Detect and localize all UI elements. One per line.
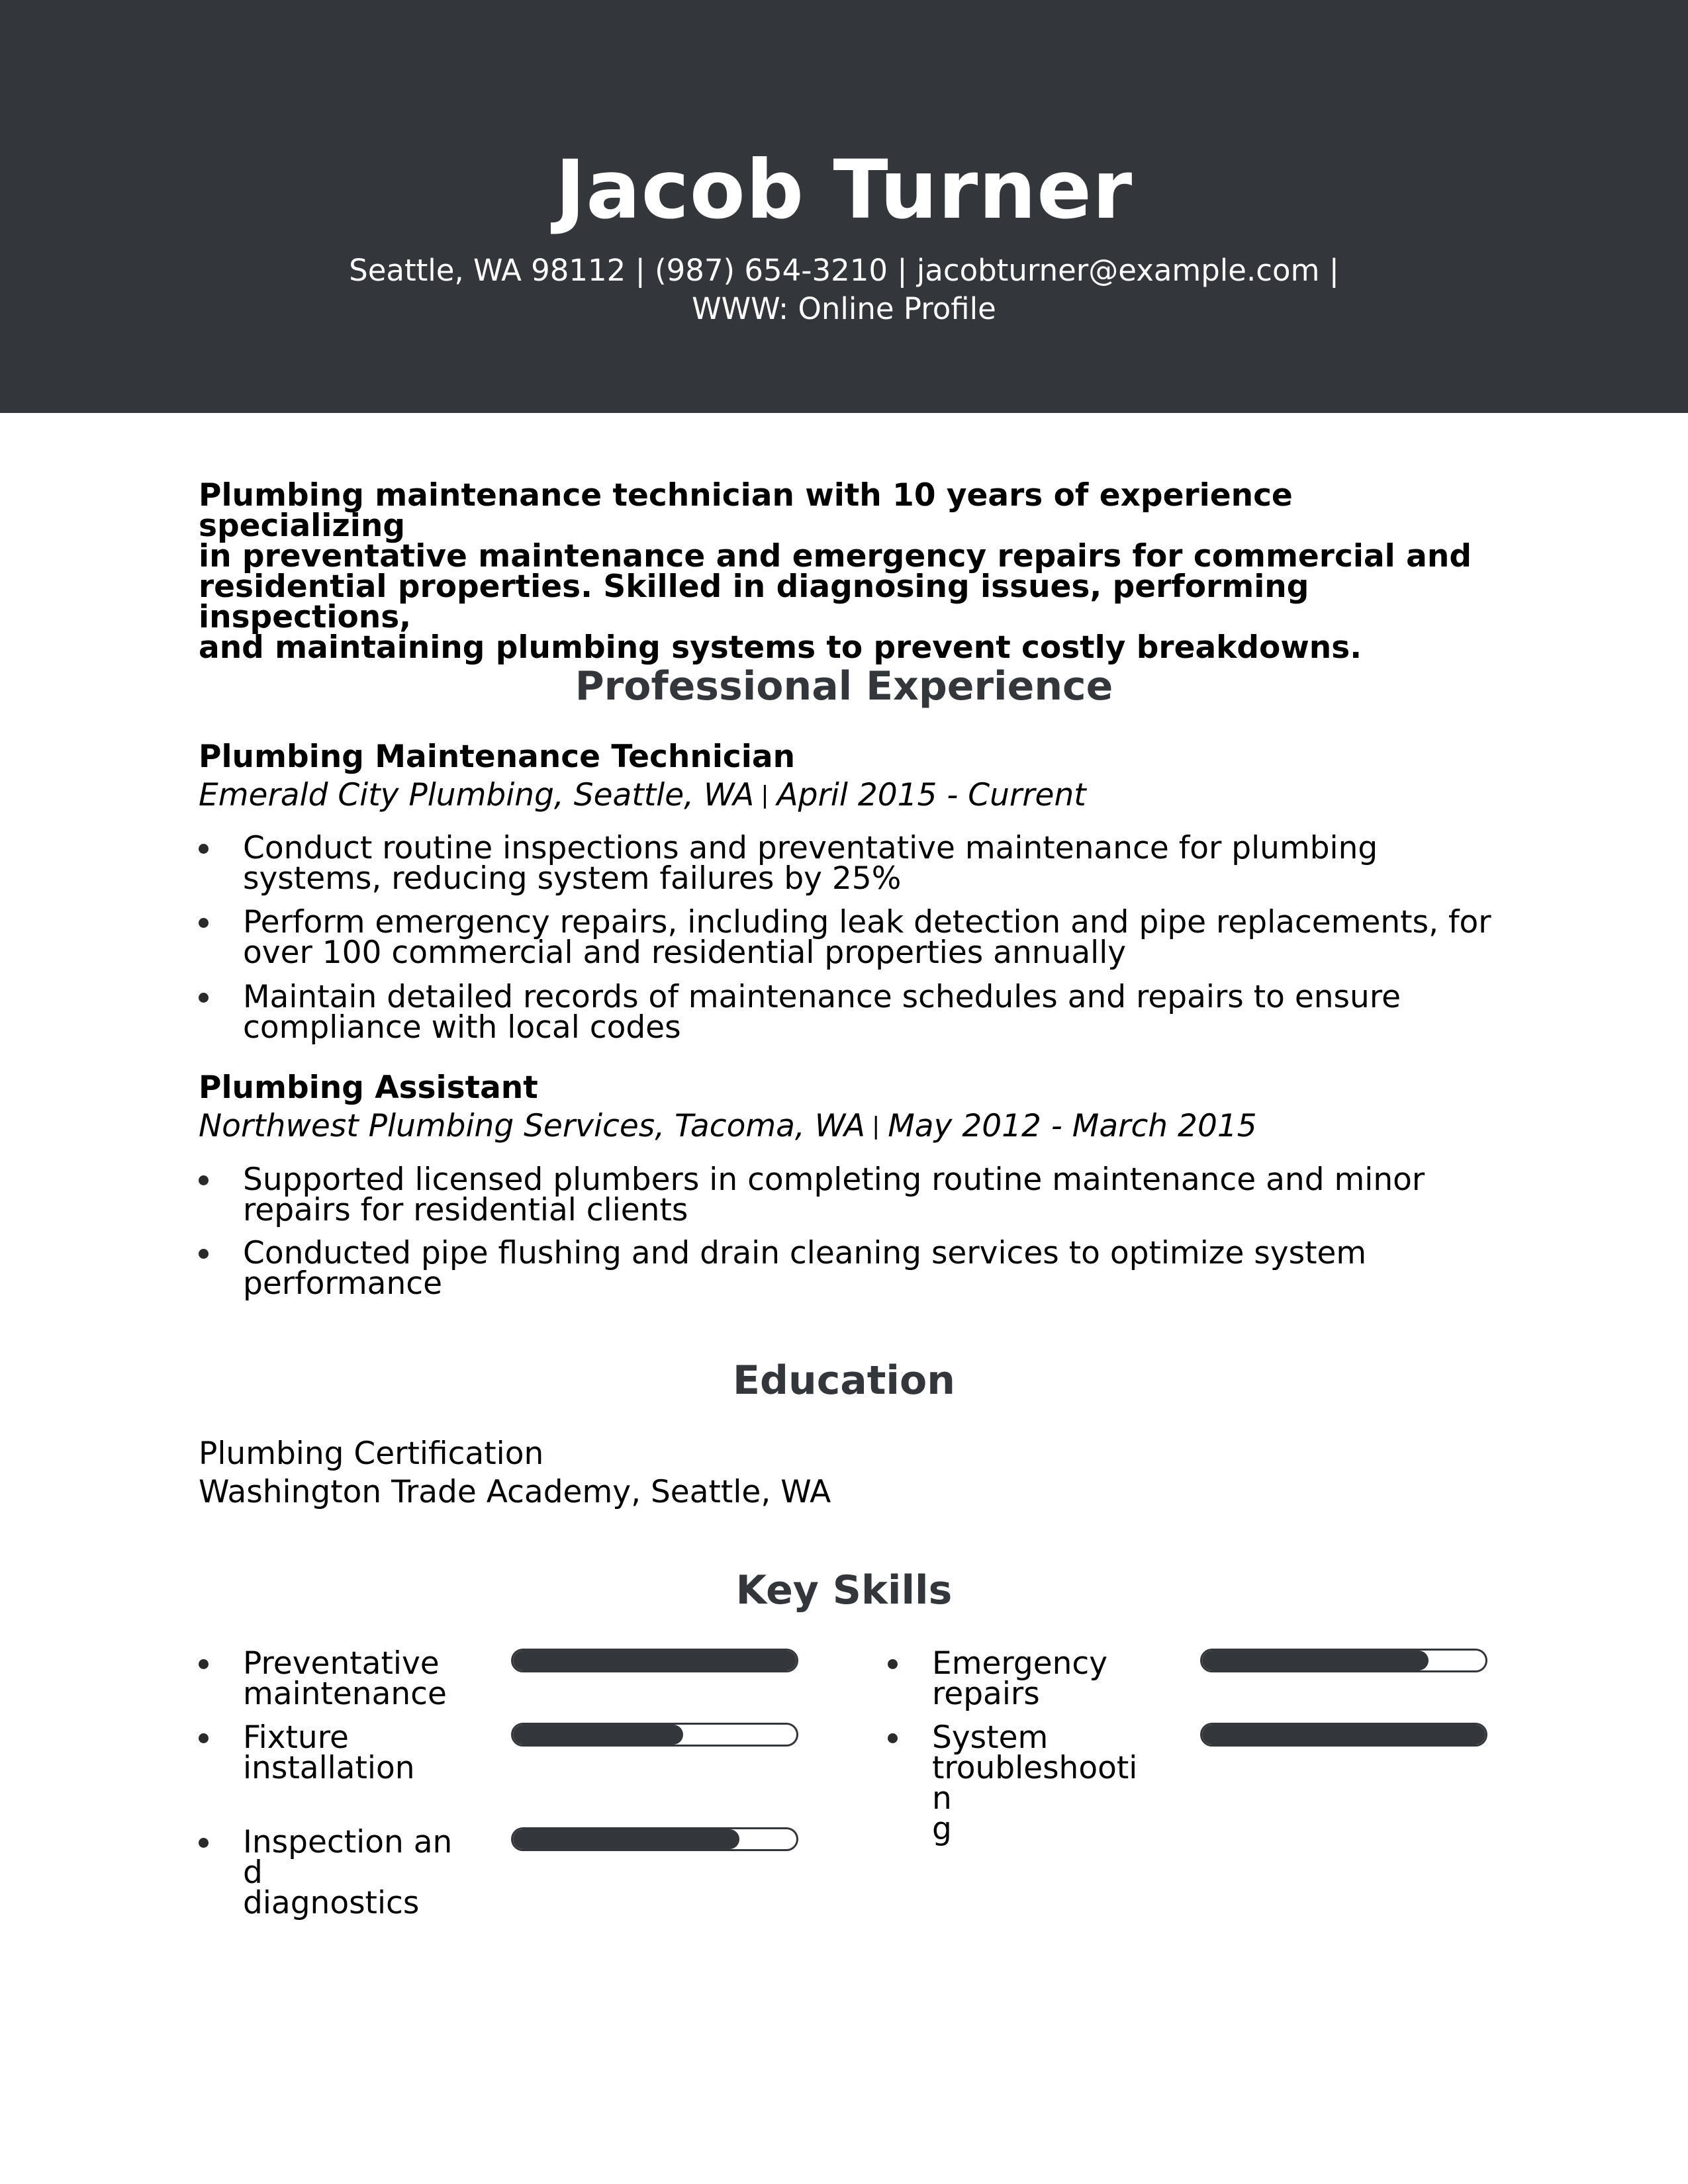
- job-title: Plumbing Maintenance Technician: [199, 739, 796, 775]
- candidate-name: Jacob Turner: [555, 143, 1133, 237]
- job-separator: |: [761, 782, 769, 809]
- summary-line: in preventative maintenance and emergency repairs for commercial and: [199, 538, 1472, 574]
- education-degree: Plumbing Certification: [199, 1435, 544, 1472]
- skill-level-bar: [511, 1649, 798, 1672]
- skills-heading: Key Skills: [735, 1567, 953, 1614]
- summary-line: residential properties. Skilled in diagnosing issues, performing inspections,: [199, 569, 1309, 635]
- skill-level-fill: [513, 1829, 739, 1849]
- bullet-icon: [888, 1733, 898, 1743]
- skill-label: Inspection and: [243, 1824, 453, 1891]
- bullet-icon: [199, 844, 209, 854]
- bullet-icon: [199, 1733, 209, 1743]
- bullet-icon: [199, 1175, 209, 1185]
- bullet-line: performance: [243, 1265, 443, 1302]
- skill-level-fill: [1202, 1725, 1485, 1745]
- bullet-line: Supported licensed plumbers in completing routine maintenance and minor: [243, 1161, 1425, 1198]
- skill-label: diagnostics: [243, 1885, 420, 1921]
- bullet-icon: [199, 918, 209, 928]
- skill-level-bar: [1200, 1723, 1487, 1747]
- online-profile-link[interactable]: WWW: Online Profile: [692, 291, 996, 326]
- skill-level-fill: [513, 1725, 683, 1745]
- bullet-line: systems, reducing system failures by 25%: [243, 860, 902, 897]
- bullet-line: repairs for residential clients: [243, 1192, 688, 1228]
- skill-label: System: [932, 1719, 1049, 1756]
- bullet-line: Perform emergency repairs, including leak detection and pipe replacements, for: [243, 904, 1491, 940]
- bullet-icon: [199, 1659, 209, 1669]
- experience-heading: Professional Experience: [575, 663, 1113, 709]
- professional-summary: [199, 477, 1496, 666]
- skill-label: repairs: [932, 1676, 1040, 1712]
- bullet-icon: [199, 1249, 209, 1259]
- skill-label: Preventative: [243, 1645, 440, 1682]
- skill-label: installation: [243, 1750, 415, 1786]
- job-dates: April 2015 - Current: [776, 777, 1086, 813]
- bullet-line: compliance with local codes: [243, 1009, 681, 1046]
- skill-label: Fixture: [243, 1719, 349, 1756]
- skill-level-bar: [511, 1723, 798, 1747]
- resume-header: [0, 0, 1688, 413]
- skill-label: g: [932, 1811, 952, 1847]
- skill-level-fill: [1202, 1651, 1429, 1670]
- skill-level-fill: [513, 1651, 796, 1670]
- job-company: Emerald City Plumbing, Seattle, WA: [199, 777, 755, 813]
- job-meta: [199, 1108, 1257, 1145]
- skill-label: maintenance: [243, 1676, 447, 1712]
- bullet-line: over 100 commercial and residential properties annually: [243, 934, 1127, 971]
- bullet-icon: [888, 1659, 898, 1669]
- skill-level-bar: [511, 1827, 798, 1851]
- job-company: Northwest Plumbing Services, Tacoma, WA: [199, 1108, 866, 1144]
- bullet-line: Conduct routine inspections and preventative maintenance for plumbing: [243, 830, 1378, 866]
- job-separator: |: [872, 1113, 880, 1140]
- contact-info: Seattle, WA 98112 | (987) 654-3210 | jacobturner@example.com |: [349, 253, 1339, 288]
- bullet-line: Maintain detailed records of maintenance schedules and repairs to ensure: [243, 979, 1401, 1015]
- summary-line: and maintaining plumbing systems to prevent costly breakdowns.: [199, 629, 1362, 666]
- skill-label: troubleshootin: [932, 1750, 1138, 1817]
- bullet-line: Conducted pipe flushing and drain cleaning services to optimize system: [243, 1235, 1367, 1271]
- education-heading: Education: [733, 1357, 955, 1404]
- bullet-icon: [199, 993, 209, 1003]
- skill-label: Emergency: [932, 1645, 1108, 1682]
- job-meta: [199, 777, 1086, 814]
- skill-level-bar: [1200, 1649, 1487, 1672]
- job-dates: May 2012 - March 2015: [888, 1108, 1257, 1144]
- education-school: Washington Trade Academy, Seattle, WA: [199, 1474, 831, 1510]
- summary-line: Plumbing maintenance technician with 10 years of experience specializing: [199, 477, 1293, 544]
- bullet-icon: [199, 1838, 209, 1848]
- job-title: Plumbing Assistant: [199, 1069, 538, 1106]
